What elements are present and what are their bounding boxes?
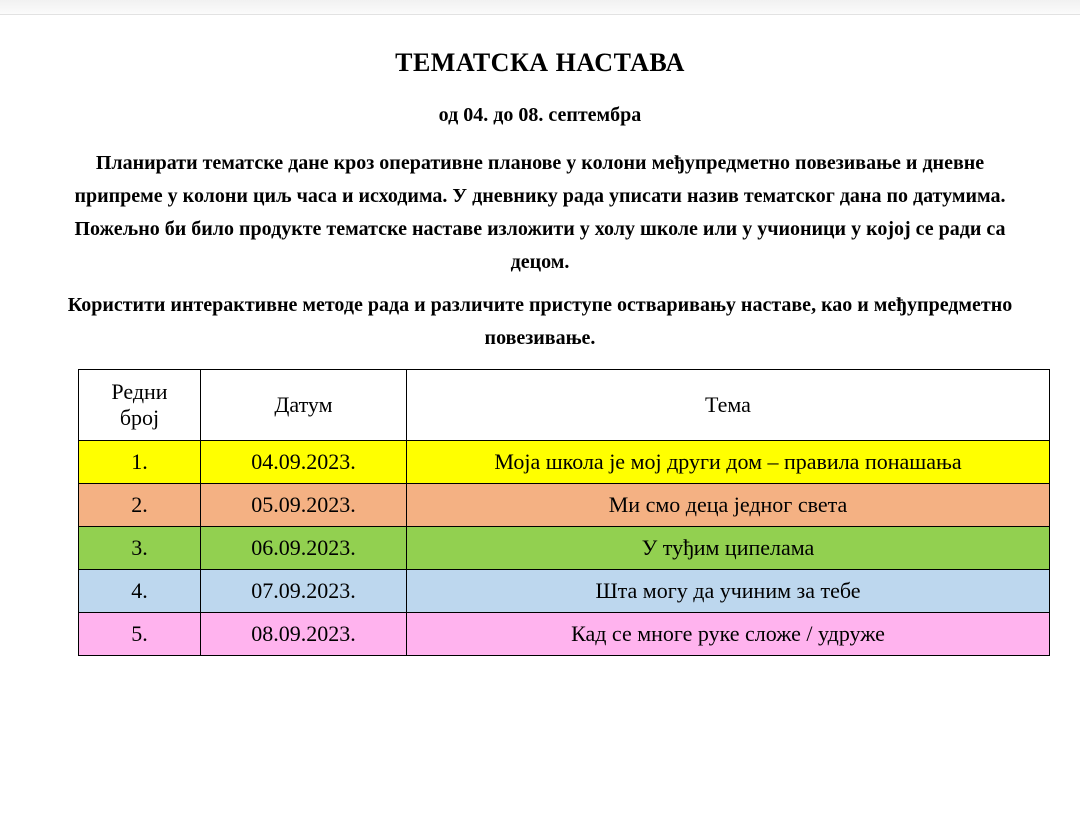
row-date: 07.09.2023. bbox=[201, 570, 407, 613]
row-theme: Моја школа је мој други дом – правила понашања bbox=[407, 441, 1050, 484]
document-subtitle: од 04. до 08. септембра bbox=[438, 104, 642, 126]
row-date: 05.09.2023. bbox=[201, 484, 407, 527]
row-theme: Ми смо деца једног света bbox=[407, 484, 1050, 527]
row-theme: Кад се многе руке сложе / удруже bbox=[407, 613, 1050, 656]
row-theme: Шта могу да учиним за тебе bbox=[407, 570, 1050, 613]
theme-schedule-table bbox=[78, 369, 1050, 656]
row-date: 06.09.2023. bbox=[201, 527, 407, 570]
document-title: ТЕМАТСКА НАСТАВА bbox=[395, 48, 685, 77]
row-date: 04.09.2023. bbox=[201, 441, 407, 484]
methods-paragraph: Користити интерактивне методе рада и различите приступе остваривању наставе, као и међупредметно повезивање. bbox=[67, 294, 1013, 349]
header-number-line2: број bbox=[119, 405, 160, 430]
table-row bbox=[79, 527, 1050, 570]
header-number bbox=[79, 370, 201, 441]
row-number: 3. bbox=[79, 527, 201, 570]
table-row bbox=[79, 613, 1050, 656]
table-row bbox=[79, 570, 1050, 613]
row-date: 08.09.2023. bbox=[201, 613, 407, 656]
header-date: Датум bbox=[201, 370, 407, 441]
row-number: 5. bbox=[79, 613, 201, 656]
row-number: 2. bbox=[79, 484, 201, 527]
row-theme: У туђим ципелама bbox=[407, 527, 1050, 570]
row-number: 4. bbox=[79, 570, 201, 613]
instructions-paragraph: Планирати тематске дане кроз оперативне планове у колони међупредметно повезивање и дневне припреме у колони циљ часа и исходима. У дневнику рада уписати назив тематског дана по датумима. Пожељно би било продукте тематске наставе изложити у холу школе или у учионици у којој се ради са децом. bbox=[74, 152, 1006, 273]
header-theme: Тема bbox=[407, 370, 1050, 441]
row-number: 1. bbox=[79, 441, 201, 484]
header-number-line1: Редни bbox=[111, 379, 168, 404]
table-row bbox=[79, 441, 1050, 484]
table-row bbox=[79, 484, 1050, 527]
table-header-row bbox=[79, 370, 1050, 441]
